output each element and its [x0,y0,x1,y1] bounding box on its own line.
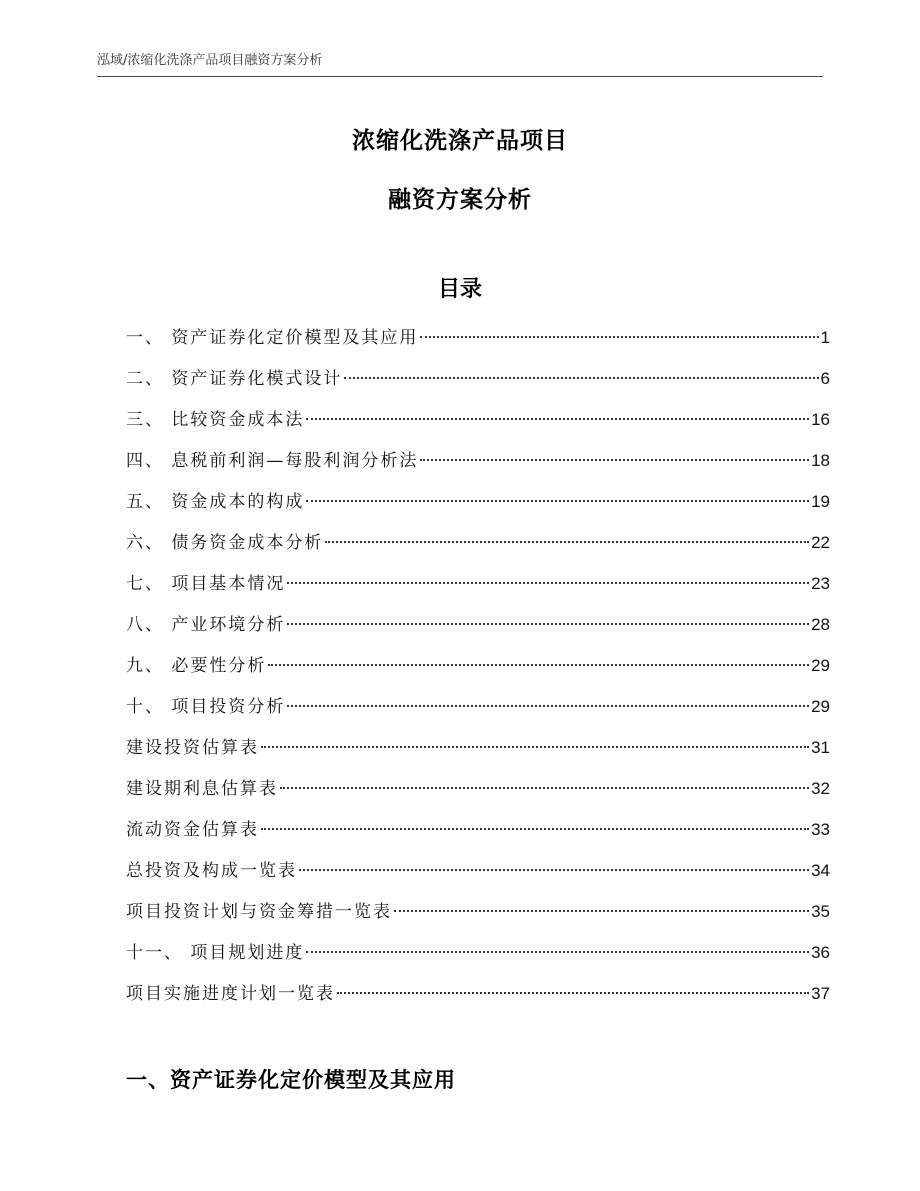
toc-entry-page: 23 [811,574,830,593]
toc-entry-label: 六、 债务资金成本分析 [126,533,324,553]
toc-leader-dots [261,746,809,748]
toc-leader-dots [394,910,809,912]
toc-entry-page: 28 [811,615,830,634]
toc-heading: 目录 [437,277,482,302]
toc-entry-page: 36 [811,943,830,962]
toc-entry[interactable] [126,481,830,522]
toc-entry-page: 1 [820,328,830,347]
toc-entry-page: 6 [820,369,830,388]
toc-entry-label: 十、 项目投资分析 [126,697,286,717]
toc-leader-dots [280,787,809,789]
toc-entry-label: 二、 资产证券化模式设计 [126,369,343,389]
toc-entry[interactable] [126,809,830,850]
toc-entry[interactable] [126,440,830,481]
toc-leader-dots [287,705,809,707]
section-heading: 一、资产证券化定价模型及其应用 [126,1068,456,1092]
toc-entry-page: 22 [811,533,830,552]
toc-entry-label: 四、 息税前利润—每股利润分析法 [126,451,419,471]
toc-leader-dots [420,336,818,338]
toc-leader-dots [261,828,809,830]
toc-entry-page: 29 [811,656,830,675]
toc-leader-dots [420,459,809,461]
toc-entry-label: 项目实施进度计划一览表 [126,984,335,1004]
toc-leader-dots [287,582,809,584]
toc-entry-label: 流动资金估算表 [126,820,259,840]
toc-leader-dots [268,664,809,666]
toc-leader-dots [306,418,809,420]
toc-entry[interactable] [126,563,830,604]
toc-entry[interactable] [126,686,830,727]
toc-entry-label: 十一、 项目规划进度 [126,943,305,963]
toc-entry[interactable] [126,317,830,358]
toc-entry-label: 九、 必要性分析 [126,656,267,676]
toc-entry-page: 29 [811,697,830,716]
toc-entry-label: 总投资及构成一览表 [126,861,297,881]
toc-entry-page: 34 [811,861,830,880]
toc-entry-page: 19 [811,492,830,511]
toc-entry[interactable] [126,768,830,809]
toc-entry-page: 32 [811,779,830,798]
document-title-line-2: 融资方案分析 [388,187,532,213]
toc-entry-page: 18 [811,451,830,470]
toc-entry-page: 33 [811,820,830,839]
toc-entry-label: 一、 资产证券化定价模型及其应用 [126,328,419,348]
toc-entry-label: 七、 项目基本情况 [126,574,286,594]
toc-leader-dots [325,541,809,543]
toc-entry-label: 项目投资计划与资金筹措一览表 [126,902,392,922]
toc-entry[interactable] [126,522,830,563]
toc-leader-dots [306,500,809,502]
toc-entry-label: 三、 比较资金成本法 [126,410,305,430]
toc-entry[interactable] [126,850,830,891]
toc-entry[interactable] [126,891,830,932]
table-of-contents [126,317,830,1014]
toc-leader-dots [337,992,809,994]
document-title-line-1: 浓缩化洗涤产品项目 [352,128,568,154]
toc-entry[interactable] [126,932,830,973]
toc-entry[interactable] [126,604,830,645]
toc-entry[interactable] [126,727,830,768]
toc-leader-dots [299,869,809,871]
toc-entry-page: 37 [811,984,830,1003]
toc-entry-page: 35 [811,902,830,921]
toc-entry[interactable] [126,358,830,399]
toc-entry-page: 16 [811,410,830,429]
toc-entry[interactable] [126,399,830,440]
toc-entry[interactable] [126,645,830,686]
toc-leader-dots [287,623,809,625]
running-header: 泓域/浓缩化洗涤产品项目融资方案分析 [97,52,823,77]
toc-entry-label: 五、 资金成本的构成 [126,492,305,512]
toc-entry-label: 八、 产业环境分析 [126,615,286,635]
toc-leader-dots [344,377,818,379]
toc-entry[interactable] [126,973,830,1014]
toc-entry-page: 31 [811,738,830,757]
toc-entry-label: 建设投资估算表 [126,738,259,758]
toc-leader-dots [306,951,809,953]
toc-entry-label: 建设期利息估算表 [126,779,278,799]
